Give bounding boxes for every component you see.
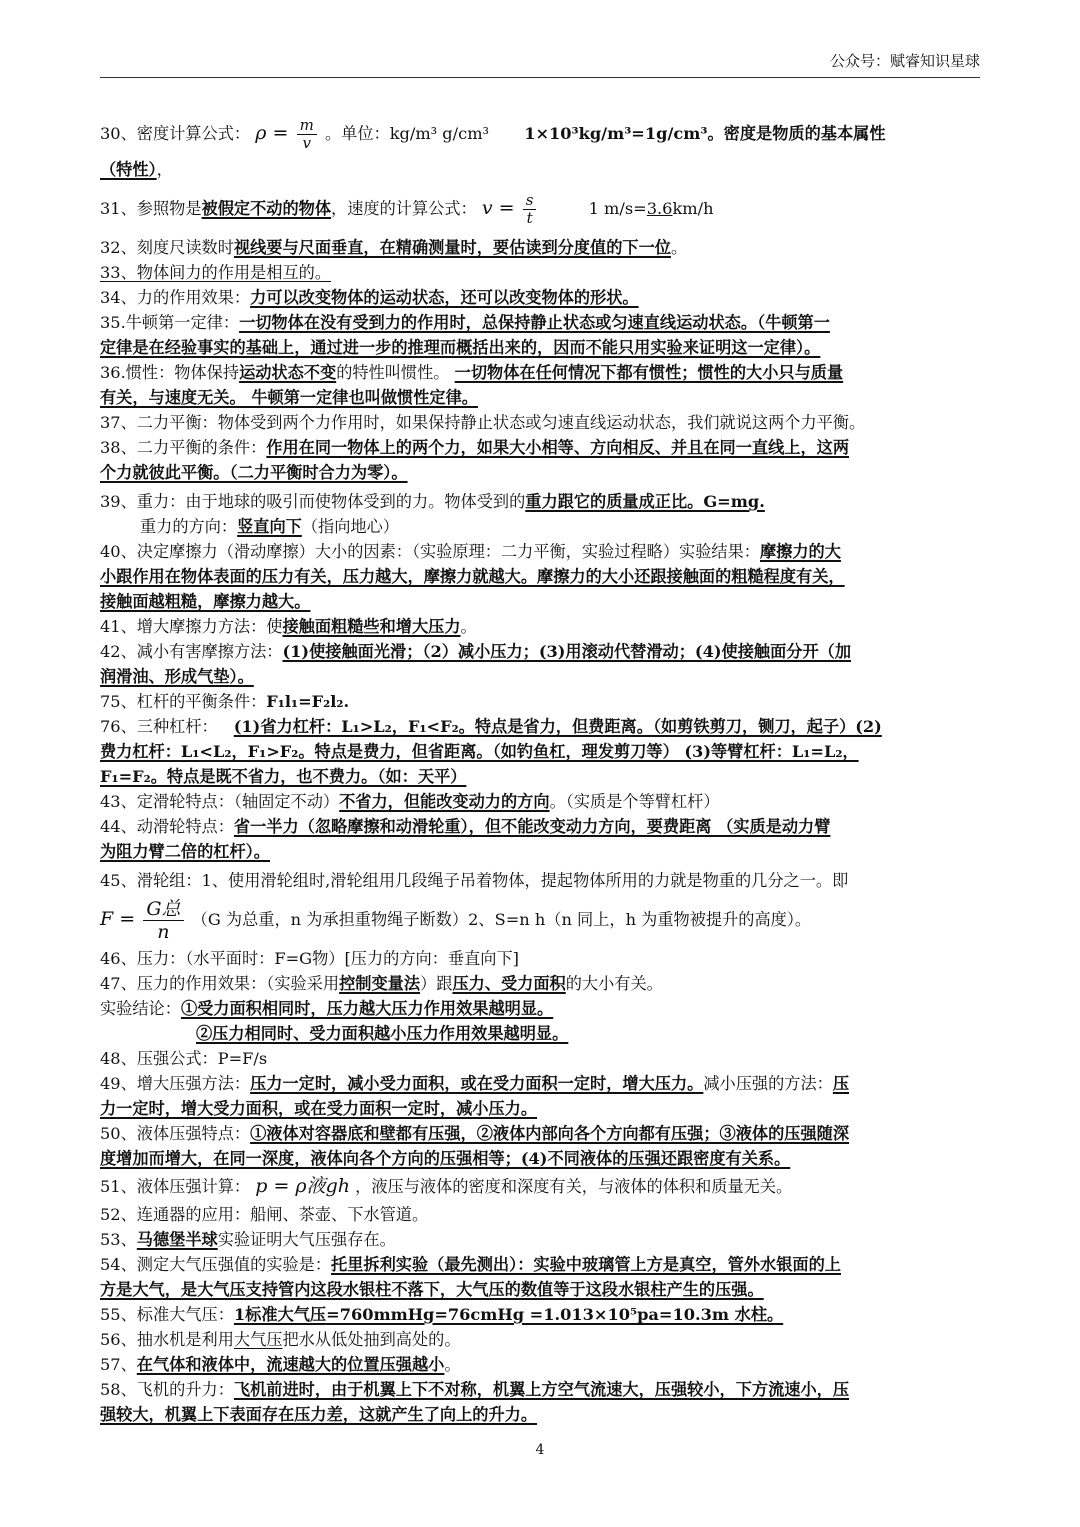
item-53: 53、马德堡半球实验证明大气压强存在。 bbox=[100, 1230, 396, 1249]
item-45-formula: F = $\frac{\text{G总}}{n}$ （G 为总重，n 为承担重物绳子断数）2、S=n h（n 同上，h 为重物被提升的高度）。 bbox=[100, 898, 812, 943]
item-32: 32、刻度尺读数时视线要与尺面垂直，在精确测量时，要估读到分度值的下一位。 bbox=[100, 238, 688, 257]
item-40: 40、决定摩擦力（滑动摩擦）大小的因素：（实验原理：二力平衡，实验过程略）实验结果：摩擦力的大 bbox=[100, 542, 841, 561]
item-55: 55、标准大气压：1标准大气压=760mmHg=76cmHg =1.013×10⁵pa=10.3m 水柱。 bbox=[100, 1305, 784, 1324]
item-45: 45、滑轮组：1、使用滑轮组时,滑轮组用几段绳子吊着物体，提起物体所用的力就是物重的几分之一。即 bbox=[100, 871, 849, 890]
item-75: 75、杠杆的平衡条件：F₁l₁=F₂l₂. bbox=[100, 692, 350, 711]
item-35: 35.牛顿第一定律：一切物体在没有受到力的作用时，总保持静止状态或匀速直线运动状态。（牛顿第一 bbox=[100, 313, 830, 332]
item-54: 54、测定大气压强值的实验是：托里拆利实验（最先测出）：实验中玻璃管上方是真空，管外水银面的上 bbox=[100, 1255, 841, 1274]
item-40-cont2: 接触面越粗糙，摩擦力越大。 bbox=[100, 592, 311, 611]
item-40-cont: 小跟作用在物体表面的压力有关，压力越大，摩擦力就越大。摩擦力的大小还跟接触面的粗糙程度有关， bbox=[100, 567, 845, 586]
item-58: 58、飞机的升力：飞机前进时，由于机翼上下不对称，机翼上方空气流速大，压强较小，下方流速小，压 bbox=[100, 1380, 850, 1399]
item-38-cont: 个力就彼此平衡。（二力平衡时合力为零）。 bbox=[100, 463, 408, 482]
item-36: 36.惯性：物体保持运动状态不变的特性叫惯性。 一切物体在任何情况下都有惯性；惯性的大小只与质量 bbox=[100, 363, 844, 382]
item-47: 47、压力的作用效果：（实验采用控制变量法）跟压力、受力面积的大小有关。 bbox=[100, 974, 663, 993]
item-49: 49、增大压强方法：压力一定时，减小受力面积，或在受力面积一定时，增大压力。减小压强的方法：压 bbox=[100, 1074, 850, 1093]
item-57: 57、在气体和液体中，流速越大的位置压强越小。 bbox=[100, 1355, 461, 1374]
item-38: 38、二力平衡的条件：作用在同一物体上的两个力，如果大小相等、方向相反、并且在同一直线上，这两 bbox=[100, 438, 850, 457]
item-42: 42、减小有害摩擦方法：(1)使接触面光滑；（2）减小压力；(3)用滚动代替滑动；(4)使接触面分开（加 bbox=[100, 642, 852, 661]
item-56: 56、抽水机是利用大气压把水从低处抽到高处的。 bbox=[100, 1330, 461, 1349]
item-76-cont2: F₁=F₂。特点是既不省力，也不费力。（如：天平） bbox=[100, 767, 467, 786]
item-47-conclusion-2: ②压力相同时、受力面积越小压力作用效果越明显。 bbox=[196, 1024, 569, 1043]
item-30: 30、密度计算公式： ρ = $\frac{m}{v}$ 。单位：kg/m³ g/cm³ 1×10³kg/m³=1g/cm³。密度是物质的基本属性 bbox=[100, 116, 886, 152]
item-34: 34、力的作用效果：力可以改变物体的运动状态，还可以改变物体的形状。 bbox=[100, 288, 639, 307]
item-76: 76、三种杠杆： (1)省力杠杆：L₁>L₂，F₁<F₂。特点是省力，但费距离。（如剪铁剪刀，铡刀，起子）(2) bbox=[100, 717, 882, 736]
item-33: 33、物体间力的作用是相互的。 bbox=[100, 263, 332, 282]
item-50-cont: 度增加而增大，在同一深度，液体向各个方向的压强相等；(4)不同液体的压强还跟密度有关系。 bbox=[100, 1149, 791, 1168]
item-35-cont: 定律是在经验事实的基础上，通过进一步的推理而概括出来的，因而不能只用实验来证明这一定律）。 bbox=[100, 338, 821, 357]
item-44: 44、动滑轮特点：省一半力（忽略摩擦和动滑轮重），但不能改变动力方向，要费距离 （实质是动力臂 bbox=[100, 817, 831, 836]
item-44-cont: 为阻力臂二倍的杠杆）。 bbox=[100, 842, 270, 861]
item-42-cont: 润滑油、形成气垫）。 bbox=[100, 667, 254, 686]
item-30-cont: （特性）， bbox=[100, 160, 173, 179]
item-52: 52、连通器的应用：船闸、茶壶、下水管道。 bbox=[100, 1205, 429, 1224]
item-39: 39、重力：由于地球的吸引而使物体受到的力。物体受到的重力跟它的质量成正比。G=mg. bbox=[100, 492, 765, 511]
item-37: 37、二力平衡：物体受到两个力作用时，如果保持静止状态或匀速直线运动状态，我们就说这两个力平衡。 bbox=[100, 413, 866, 432]
item-50: 50、液体压强特点：①液体对容器底和壁都有压强，②液体内部向各个方向都有压强；③液体的压强随深 bbox=[100, 1124, 850, 1143]
item-31: 31、参照物是被假定不动的物体，速度的计算公式： v = $\frac{s}{t}$ 1 m/s=3.6km/h bbox=[100, 191, 714, 227]
item-76-cont: 费力杠杆：L₁<L₂，F₁>F₂。特点是费力，但省距离。（如钓鱼杠，理发剪刀等） (3)等臂杠杆：L₁=L₂， bbox=[100, 742, 859, 761]
page-header bbox=[100, 50, 980, 78]
page-number: 4 bbox=[535, 1442, 545, 1458]
item-46: 46、压力：（水平面时：F=G物）[压力的方向：垂直向下] bbox=[100, 949, 519, 968]
item-48: 48、压强公式：P=F/s bbox=[100, 1049, 268, 1068]
item-39-cont: 重力的方向：竖直向下（指向地心） bbox=[140, 517, 399, 536]
item-47-conclusion-1: 实验结论：①受力面积相同时，压力越大压力作用效果越明显。 bbox=[100, 999, 554, 1018]
item-54-cont: 方是大气，是大气压支持管内这段水银柱不落下，大气压的数值等于这段水银柱产生的压强。 bbox=[100, 1280, 764, 1299]
header-text: 公众号：赋睿知识星球 bbox=[829, 52, 980, 70]
speed-fraction: $\frac{s}{t}$ bbox=[523, 192, 537, 227]
item-49-cont: 力一定时，增大受力面积，或在受力面积一定时，减小压力。 bbox=[100, 1099, 538, 1118]
item-41: 41、增大摩擦力方法：使接触面粗糙些和增大压力。 bbox=[100, 617, 477, 636]
item-36-cont: 有关，与速度无关。 牛顿第一定律也叫做惯性定律。 bbox=[100, 388, 478, 407]
density-fraction: $\frac{m}{v}$ bbox=[297, 117, 317, 152]
item-51: 51、液体压强计算： p = ρ液gh ，液压与液体的密度和深度有关，与液体的体积和质量无关。 bbox=[100, 1175, 793, 1197]
pulley-fraction: $\frac{\text{G总}}{n}$ bbox=[143, 898, 183, 943]
item-43: 43、定滑轮特点：（轴固定不动）不省力，但能改变动力的方向。（实质是个等臂杠杆） bbox=[100, 792, 720, 811]
item-58-cont: 强较大，机翼上下表面存在压力差，这就产生了向上的升力。 bbox=[100, 1405, 538, 1424]
document-body bbox=[100, 110, 990, 1427]
